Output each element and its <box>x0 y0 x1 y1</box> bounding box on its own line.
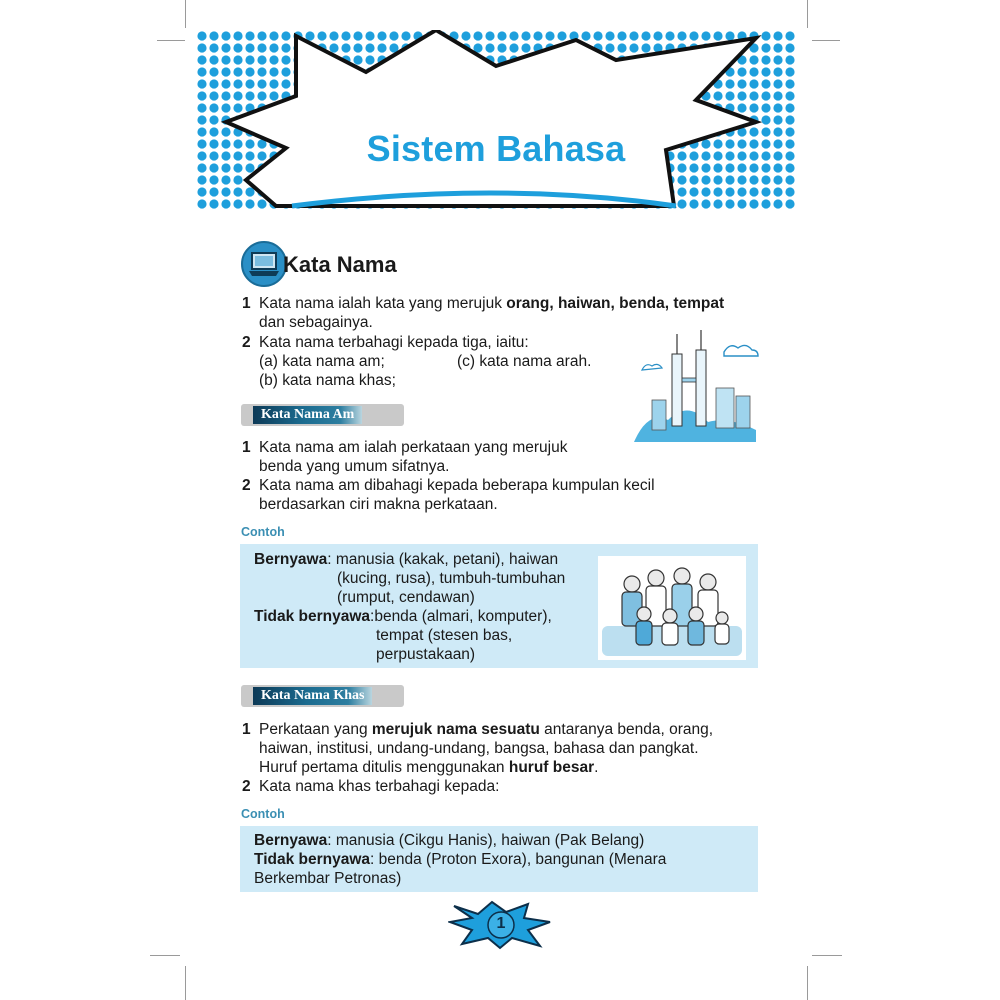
bernyawa-label: Bernyawa <box>254 832 328 849</box>
example-label: Contoh <box>241 525 285 539</box>
am-point-1-line1: Kata nama am ialah perkataan yang merujuk <box>259 439 568 456</box>
bernyawa-line-3: (rumput, cendawan) <box>337 589 475 606</box>
intro-point-1-cont: dan sebagainya. <box>259 314 373 331</box>
crop-mark <box>185 966 186 1000</box>
bold-text: merujuk nama sesuatu <box>371 721 540 738</box>
page-title: Sistem Bahasa <box>366 128 626 169</box>
family-group-illustration <box>598 556 746 660</box>
list-number: 2 <box>242 477 251 494</box>
crop-mark <box>150 955 180 956</box>
khas-point-1-line3 <box>259 758 598 777</box>
am-point-2-line1: Kata nama am dibahagi kepada beberapa kumpulan kecil <box>259 477 655 494</box>
tidak-bernyawa-line-2: tempat (stesen bas, <box>376 627 513 644</box>
tidak-bernyawa-label: Tidak bernyawa <box>254 851 371 868</box>
intro-point-1 <box>259 294 724 313</box>
crop-mark <box>812 955 842 956</box>
bernyawa-label: Bernyawa <box>254 551 328 568</box>
bold-text: huruf besar <box>508 759 595 776</box>
text-run: :benda (almari, komputer), <box>370 608 552 625</box>
halftone-burst-graphic <box>196 30 796 210</box>
tab-kata-nama-am <box>241 404 404 426</box>
option-a: (a) kata nama am; <box>259 353 385 370</box>
list-number: 1 <box>242 439 251 456</box>
list-number: 1 <box>242 721 251 738</box>
crop-mark <box>812 40 840 41</box>
option-b: (b) kata nama khas; <box>259 372 396 389</box>
laptop-icon <box>240 240 288 288</box>
tab-label: Kata Nama Am <box>253 406 362 424</box>
am-point-2-line2: berdasarkan ciri makna perkataan. <box>259 496 498 513</box>
list-number: 2 <box>242 334 251 351</box>
text-run: : manusia (Cikgu Hanis), haiwan (Pak Belang) <box>327 832 645 849</box>
text-run: Perkataan yang <box>259 721 372 738</box>
khas-point-1-line1 <box>259 720 713 739</box>
tab-kata-nama-khas <box>241 685 404 707</box>
am-point-1-line2: benda yang umum sifatnya. <box>259 458 450 475</box>
city-skyline-illustration <box>628 330 762 446</box>
crop-mark <box>157 40 185 41</box>
khas-tidak-bernyawa-cont: Berkembar Petronas) <box>254 870 402 887</box>
example-label: Contoh <box>241 807 285 821</box>
option-c: (c) kata nama arah. <box>457 353 592 370</box>
page-number: 1 <box>496 915 506 932</box>
tidak-bernyawa-label: Tidak bernyawa <box>254 608 371 625</box>
khas-point-2: Kata nama khas terbahagi kepada: <box>259 778 500 795</box>
intro-point-2: Kata nama terbahagi kepada tiga, iaitu: <box>259 334 529 351</box>
text-run: . <box>594 759 599 776</box>
text-run: : benda (Proton Exora), bangunan (Menara <box>370 851 667 868</box>
crop-mark <box>807 966 808 1000</box>
khas-tidak-bernyawa-row <box>254 850 666 869</box>
list-number: 1 <box>242 295 251 312</box>
khas-bernyawa-row <box>254 831 644 850</box>
text-run: : manusia (kakak, petani), haiwan <box>327 551 559 568</box>
bernyawa-line-2: (kucing, rusa), tumbuh-tumbuhan <box>337 570 566 587</box>
crop-mark <box>185 0 186 28</box>
title-banner <box>196 30 796 210</box>
khas-point-1-line2: haiwan, institusi, undang-undang, bangsa, bahasa dan pangkat. <box>259 740 699 757</box>
text-run: Kata nama ialah kata yang merujuk <box>259 295 507 312</box>
list-number: 2 <box>242 778 251 795</box>
crop-mark <box>807 0 808 28</box>
section-heading: Kata Nama <box>283 252 397 277</box>
text-run: antaranya benda, orang, <box>539 721 714 738</box>
tidak-bernyawa-row <box>254 607 552 626</box>
text-run: Huruf pertama ditulis menggunakan <box>259 759 509 776</box>
bold-text: orang, haiwan, benda, tempat <box>506 295 725 312</box>
tidak-bernyawa-line-3: perpustakaan) <box>376 646 476 663</box>
tab-label: Kata Nama Khas <box>253 687 372 705</box>
bernyawa-row <box>254 550 558 569</box>
